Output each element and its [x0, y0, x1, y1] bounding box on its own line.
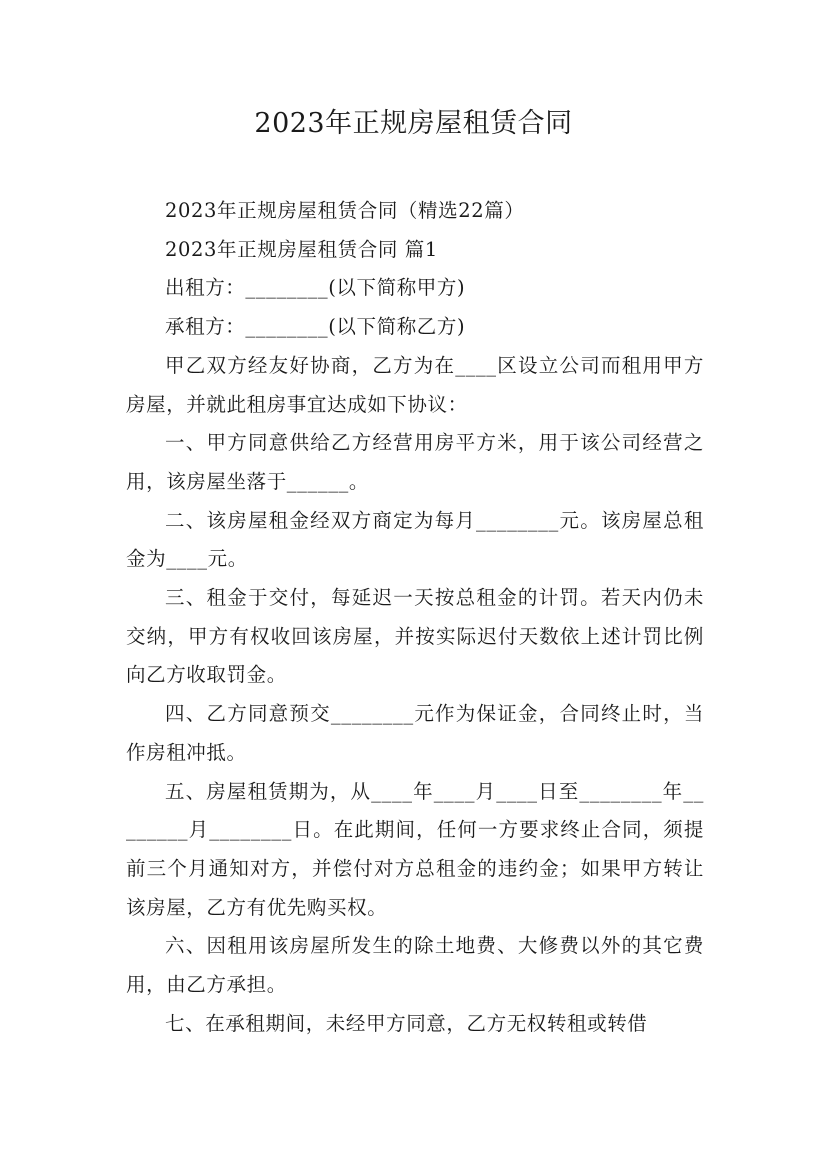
- paragraph-clause-7: 七、在承租期间，未经甲方同意，乙方无权转租或转借: [165, 1011, 648, 1035]
- paragraph-clause-5: 五、房屋租赁期为，从____年____月____日至________年________月________日。在此期间，任何一方要求终止合同，须提前三个月通知对方，并偿付对方总租金的违约金；如果甲方转让该房屋，乙方有优先购买权。: [126, 779, 704, 919]
- paragraph-lessor: 出租方：________(以下简称甲方): [165, 276, 466, 300]
- paragraph-section-heading: 2023年正规房屋租赁合同 篇1: [165, 237, 438, 261]
- paragraph-clause-6: 六、因租用该房屋所发生的除土地费、大修费以外的其它费用，由乙方承担。: [126, 934, 704, 997]
- paragraph-clause-1: 一、甲方同意供给乙方经营用房平方米，用于该公司经营之用，该房屋坐落于______。: [126, 431, 704, 493]
- paragraph-clause-3: 三、租金于交付，每延迟一天按总租金的计罚。若天内仍未交纳，甲方有权收回该房屋，并按实际迟付天数依上述计罚比例向乙方收取罚金。: [126, 586, 704, 687]
- paragraph-clause-2: 二、该房屋租金经双方商定为每月________元。该房屋总租金为____元。: [126, 508, 704, 571]
- paragraph-clause-4: 四、乙方同意预交________元作为保证金，合同终止时，当作房租冲抵。: [126, 702, 704, 764]
- document-title: 2023年正规房屋租赁合同: [254, 108, 573, 139]
- document-body: [126, 192, 704, 1043]
- paragraph-subtitle: 2023年正规房屋租赁合同（精选22篇）: [165, 199, 525, 222]
- paragraph-intro: 甲乙双方经友好协商，乙方为在____区设立公司而租用甲方房屋，并就此租房事宜达成如下协议：: [126, 353, 704, 416]
- paragraph-lessee: 承租方：________(以下简称乙方): [165, 315, 466, 339]
